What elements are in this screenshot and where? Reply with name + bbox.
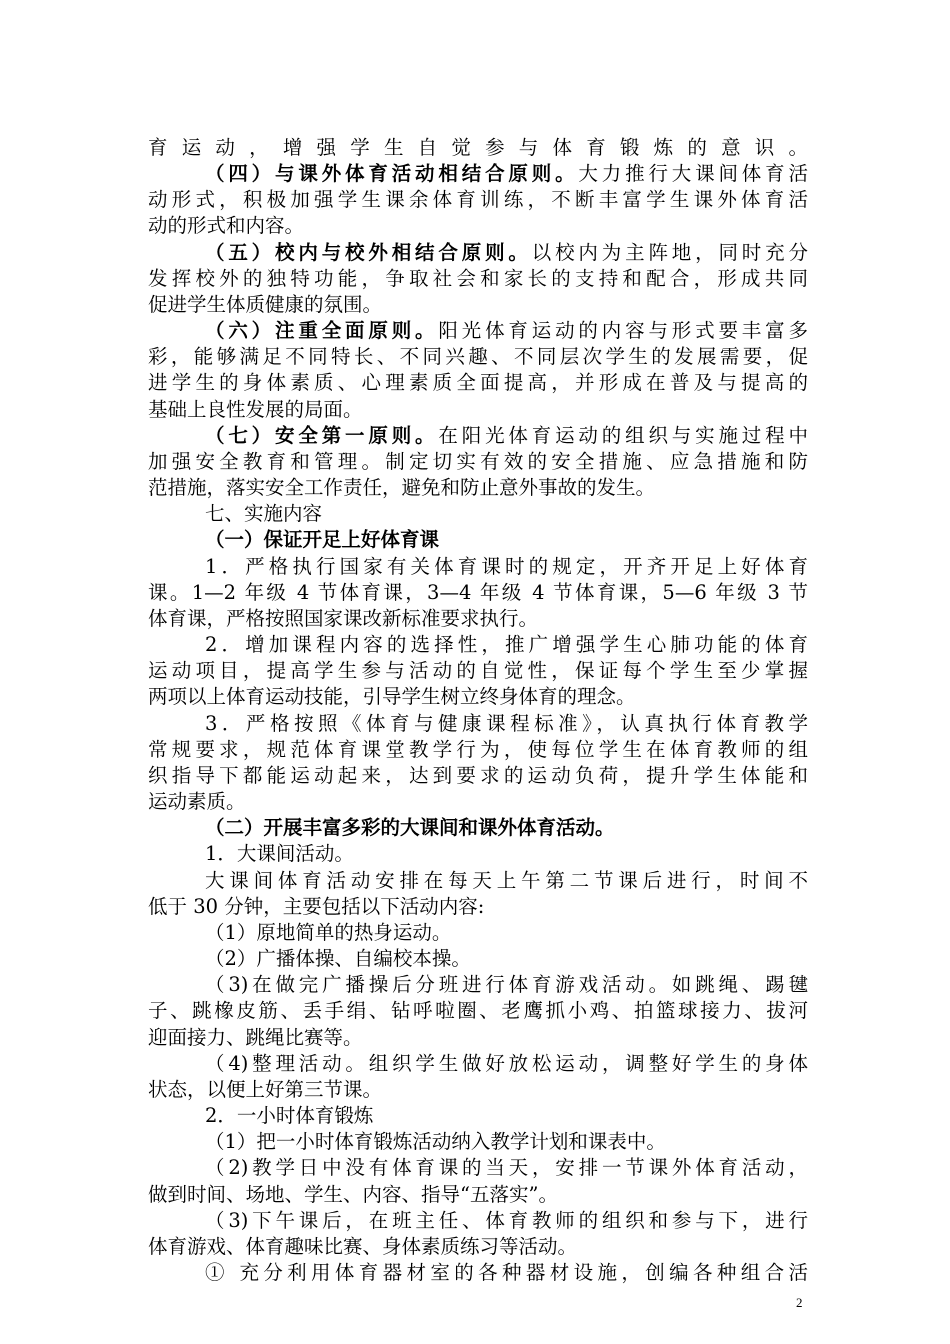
text-line: 子、跳橡皮筋、丢手绢、钻呼啦圈、老鹰抓小鸡、拍篮球接力、拔河: [148, 999, 808, 1022]
section-heading: （六）注重全面原则。: [205, 319, 439, 342]
section-heading: （四）与课外体育活动相结合原则。: [205, 162, 579, 185]
text-line: 织指导下都能运动起来，达到要求的运动负荷，提升学生体能和: [148, 764, 808, 787]
chapter-heading: 七、实施内容: [205, 502, 323, 525]
text-line: （3)在做完广播操后分班进行体育游戏活动。如跳绳、踢毽: [205, 973, 808, 996]
text-line: （2）广播体操、自编校本操。: [205, 947, 471, 970]
text-line: 2．一小时体育锻炼: [205, 1104, 374, 1127]
text-line: 常规要求，规范体育课堂教学行为，使每位学生在体育教师的组: [148, 738, 808, 761]
text-line: 2．增加课程内容的选择性，推广增强学生心肺功能的体育: [205, 633, 808, 656]
text-line: （六）注重全面原则。阳光体育运动的内容与形式要丰富多: [205, 319, 808, 342]
text-line: 加强安全教育和管理。制定切实有效的安全措施、应急措施和防: [148, 450, 808, 473]
text-line: 课。1—2 年级 4 节体育课，3—4 年级 4 节体育课，5—6 年级 3 节: [148, 581, 808, 604]
text-line: ① 充分利用体育器材室的各种器材设施，创编各种组合活: [205, 1261, 808, 1284]
text-line: （四）与课外体育活动相结合原则。大力推行大课间体育活: [205, 162, 808, 185]
section-heading: （七）安全第一原则。: [205, 424, 439, 447]
text-line: 彩，能够满足不同特长、不同兴趣、不同层次学生的发展需要，促: [148, 345, 808, 368]
text-line: 进学生的身体素质、心理素质全面提高，并形成在普及与提高的: [148, 371, 808, 394]
text-line: 促进学生体质健康的氛围。: [148, 293, 383, 316]
text-line: 低于 30 分钟，主要包括以下活动内容:: [148, 895, 485, 918]
text-line: 两项以上体育运动技能，引导学生树立终身体育的理念。: [148, 685, 636, 708]
text-line: （1）原地简单的热身运动。: [205, 921, 452, 944]
page-number: 2: [796, 1295, 803, 1310]
text-line: （七）安全第一原则。在阳光体育运动的组织与实施过程中: [205, 424, 808, 447]
text-line: 迎面接力、跳绳比赛等。: [148, 1026, 363, 1049]
text-line: 3．严格按照《体育与健康课程标准》，认真执行体育教学: [205, 712, 808, 735]
text-line: 育运动，增强学生自觉参与体育锻炼的意识。: [148, 136, 808, 159]
text-line: 体育课，严格按照国家课改新标准要求执行。: [148, 607, 539, 630]
text-line: （五）校内与校外相结合原则。以校内为主阵地，同时充分: [205, 241, 808, 264]
subsection-heading: （二）开展丰富多彩的大课间和课外体育活动。: [205, 816, 615, 839]
text-line: 动形式，积极加强学生课余体育训练，不断丰富学生课外体育活: [148, 188, 808, 211]
text-line: 状态，以便上好第三节课。: [148, 1078, 383, 1101]
text-line: 基础上良性发展的局面。: [148, 398, 363, 421]
text-line: 体育游戏、体育趣味比赛、身体素质练习等活动。: [148, 1235, 578, 1258]
text-line: 发挥校外的独特功能，争取社会和家长的支持和配合，形成共同: [148, 267, 808, 290]
text-line: 范措施，落实安全工作责任，避免和防止意外事故的发生。: [148, 476, 656, 499]
text-line: 1．大课间活动。: [205, 842, 354, 865]
text-line: （4)整理活动。组织学生做好放松运动，调整好学生的身体: [205, 1052, 808, 1075]
text-line: 运动素质。: [148, 790, 246, 813]
section-heading: （五）校内与校外相结合原则。: [205, 241, 532, 264]
text-line: 1．严格执行国家有关体育课时的规定，开齐开足上好体育: [205, 555, 808, 578]
text-line: 做到时间、场地、学生、内容、指导“五落实”。: [148, 1183, 558, 1206]
text-line: （3)下午课后，在班主任、体育教师的组织和参与下，进行: [205, 1209, 808, 1232]
text-line: 大课间体育活动安排在每天上午第二节课后进行，时间不: [205, 869, 808, 892]
text-line: 动的形式和内容。: [148, 214, 305, 237]
text-line: （2)教学日中没有体育课的当天，安排一节课外体育活动，: [205, 1156, 808, 1179]
text-line: 运动项目，提高学生参与活动的自觉性，保证每个学生至少掌握: [148, 659, 808, 682]
text-line: （1）把一小时体育锻炼活动纳入教学计划和课表中。: [205, 1130, 666, 1153]
subsection-heading: （一）保证开足上好体育课: [205, 528, 440, 551]
